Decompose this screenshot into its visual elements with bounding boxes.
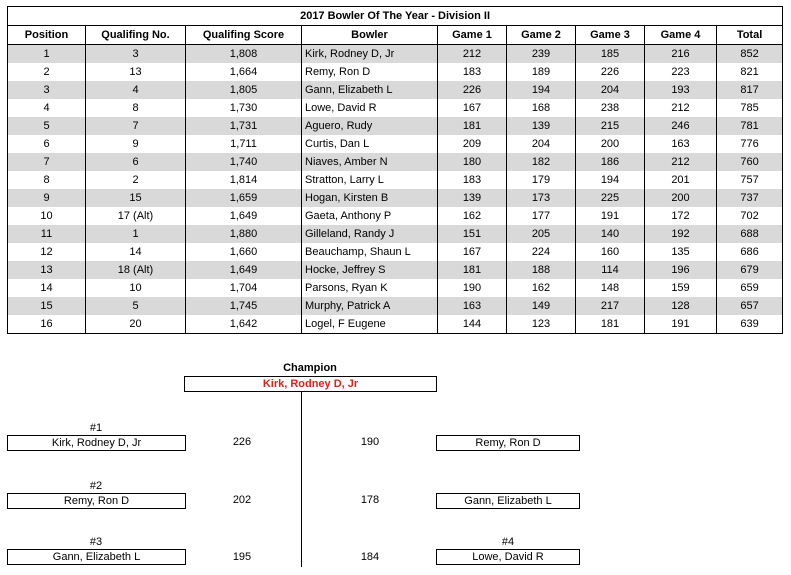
cell-position: 7 bbox=[8, 153, 86, 171]
cell-total: 688 bbox=[717, 225, 783, 243]
cell-bowler: Lowe, David R bbox=[302, 99, 438, 117]
cell-game-1: 139 bbox=[438, 189, 507, 207]
table-row bbox=[8, 297, 783, 315]
cell-game-2: 149 bbox=[507, 297, 576, 315]
cell-game-2: 162 bbox=[507, 279, 576, 297]
cell-qualifing-score: 1,659 bbox=[186, 189, 302, 207]
cell-game-4: 196 bbox=[645, 261, 717, 279]
cell-position: 10 bbox=[8, 207, 86, 225]
cell-game-3: 194 bbox=[576, 171, 645, 189]
cell-game-2: 177 bbox=[507, 207, 576, 225]
match1-right-name: Remy, Ron D bbox=[436, 435, 580, 451]
cell-qualifing-score: 1,808 bbox=[186, 45, 302, 64]
cell-game-4: 246 bbox=[645, 117, 717, 135]
match1-right-score: 190 bbox=[360, 436, 380, 448]
table-row bbox=[8, 99, 783, 117]
table-row bbox=[8, 207, 783, 225]
seed-3-label: #3 bbox=[89, 536, 103, 548]
cell-game-3: 185 bbox=[576, 45, 645, 64]
cell-position: 2 bbox=[8, 63, 86, 81]
match2-left-score: 202 bbox=[232, 494, 252, 506]
cell-game-4: 201 bbox=[645, 171, 717, 189]
cell-game-4: 135 bbox=[645, 243, 717, 261]
match2-left-name: Remy, Ron D bbox=[7, 493, 186, 509]
cell-game-4: 193 bbox=[645, 81, 717, 99]
cell-game-1: 167 bbox=[438, 99, 507, 117]
cell-game-4: 192 bbox=[645, 225, 717, 243]
cell-qualifing-score: 1,805 bbox=[186, 81, 302, 99]
table-row bbox=[8, 171, 783, 189]
cell-game-3: 191 bbox=[576, 207, 645, 225]
col-header-game-2: Game 2 bbox=[507, 26, 576, 45]
cell-game-1: 180 bbox=[438, 153, 507, 171]
cell-qualifing-no: 9 bbox=[86, 135, 186, 153]
cell-game-4: 128 bbox=[645, 297, 717, 315]
cell-game-3: 181 bbox=[576, 315, 645, 334]
cell-game-1: 226 bbox=[438, 81, 507, 99]
cell-game-1: 151 bbox=[438, 225, 507, 243]
cell-qualifing-no: 8 bbox=[86, 99, 186, 117]
cell-position: 5 bbox=[8, 117, 86, 135]
cell-qualifing-no: 4 bbox=[86, 81, 186, 99]
cell-qualifing-score: 1,649 bbox=[186, 207, 302, 225]
cell-bowler: Gilleland, Randy J bbox=[302, 225, 438, 243]
cell-position: 16 bbox=[8, 315, 86, 334]
cell-qualifing-score: 1,642 bbox=[186, 315, 302, 334]
cell-qualifing-no: 15 bbox=[86, 189, 186, 207]
cell-bowler: Gaeta, Anthony P bbox=[302, 207, 438, 225]
cell-game-3: 217 bbox=[576, 297, 645, 315]
cell-game-1: 183 bbox=[438, 63, 507, 81]
cell-qualifing-score: 1,664 bbox=[186, 63, 302, 81]
col-header-game-1: Game 1 bbox=[438, 26, 507, 45]
cell-game-3: 225 bbox=[576, 189, 645, 207]
cell-game-1: 162 bbox=[438, 207, 507, 225]
cell-total: 757 bbox=[717, 171, 783, 189]
cell-position: 3 bbox=[8, 81, 86, 99]
cell-game-2: 179 bbox=[507, 171, 576, 189]
cell-qualifing-score: 1,745 bbox=[186, 297, 302, 315]
cell-bowler: Murphy, Patrick A bbox=[302, 297, 438, 315]
cell-bowler: Aguero, Rudy bbox=[302, 117, 438, 135]
cell-game-1: 163 bbox=[438, 297, 507, 315]
seed-2-label: #2 bbox=[89, 480, 103, 492]
cell-bowler: Parsons, Ryan K bbox=[302, 279, 438, 297]
cell-game-4: 216 bbox=[645, 45, 717, 64]
cell-total: 679 bbox=[717, 261, 783, 279]
cell-qualifing-no: 20 bbox=[86, 315, 186, 334]
cell-position: 14 bbox=[8, 279, 86, 297]
table-row bbox=[8, 225, 783, 243]
table-row bbox=[8, 315, 783, 334]
cell-game-2: 188 bbox=[507, 261, 576, 279]
cell-game-3: 238 bbox=[576, 99, 645, 117]
col-header-total: Total bbox=[717, 26, 783, 45]
cell-game-2: 182 bbox=[507, 153, 576, 171]
match3-left-name: Gann, Elizabeth L bbox=[7, 549, 186, 565]
cell-qualifing-no: 10 bbox=[86, 279, 186, 297]
cell-qualifing-no: 14 bbox=[86, 243, 186, 261]
cell-position: 9 bbox=[8, 189, 86, 207]
cell-game-2: 239 bbox=[507, 45, 576, 64]
cell-qualifing-no: 1 bbox=[86, 225, 186, 243]
table-row bbox=[8, 63, 783, 81]
cell-position: 12 bbox=[8, 243, 86, 261]
cell-game-3: 114 bbox=[576, 261, 645, 279]
cell-game-3: 226 bbox=[576, 63, 645, 81]
cell-total: 657 bbox=[717, 297, 783, 315]
champion-name-box: Kirk, Rodney D, Jr bbox=[184, 376, 437, 392]
cell-position: 1 bbox=[8, 45, 86, 64]
cell-game-4: 212 bbox=[645, 99, 717, 117]
cell-game-4: 223 bbox=[645, 63, 717, 81]
cell-game-2: 139 bbox=[507, 117, 576, 135]
cell-total: 760 bbox=[717, 153, 783, 171]
cell-game-3: 200 bbox=[576, 135, 645, 153]
cell-total: 852 bbox=[717, 45, 783, 64]
cell-game-1: 181 bbox=[438, 261, 507, 279]
table-row bbox=[8, 45, 783, 64]
table-row bbox=[8, 261, 783, 279]
cell-game-1: 209 bbox=[438, 135, 507, 153]
match3-right-name: Lowe, David R bbox=[436, 549, 580, 565]
cell-bowler: Stratton, Larry L bbox=[302, 171, 438, 189]
cell-game-3: 215 bbox=[576, 117, 645, 135]
standings-table bbox=[7, 6, 783, 334]
cell-qualifing-no: 6 bbox=[86, 153, 186, 171]
cell-qualifing-score: 1,814 bbox=[186, 171, 302, 189]
cell-game-4: 163 bbox=[645, 135, 717, 153]
cell-position: 15 bbox=[8, 297, 86, 315]
cell-bowler: Gann, Elizabeth L bbox=[302, 81, 438, 99]
table-row bbox=[8, 117, 783, 135]
cell-bowler: Curtis, Dan L bbox=[302, 135, 438, 153]
cell-game-4: 212 bbox=[645, 153, 717, 171]
cell-game-1: 181 bbox=[438, 117, 507, 135]
cell-position: 11 bbox=[8, 225, 86, 243]
cell-qualifing-score: 1,649 bbox=[186, 261, 302, 279]
table-row bbox=[8, 189, 783, 207]
seed-1-label: #1 bbox=[89, 422, 103, 434]
cell-total: 686 bbox=[717, 243, 783, 261]
cell-qualifing-score: 1,660 bbox=[186, 243, 302, 261]
cell-game-4: 172 bbox=[645, 207, 717, 225]
table-row bbox=[8, 279, 783, 297]
cell-qualifing-no: 5 bbox=[86, 297, 186, 315]
cell-game-2: 204 bbox=[507, 135, 576, 153]
cell-qualifing-no: 7 bbox=[86, 117, 186, 135]
cell-game-4: 159 bbox=[645, 279, 717, 297]
table-row bbox=[8, 243, 783, 261]
cell-qualifing-no: 3 bbox=[86, 45, 186, 64]
cell-bowler: Remy, Ron D bbox=[302, 63, 438, 81]
table-title: 2017 Bowler Of The Year - Division II bbox=[8, 7, 783, 26]
seed-4-label: #4 bbox=[501, 536, 515, 548]
champion-label: Champion bbox=[283, 362, 337, 374]
cell-game-1: 190 bbox=[438, 279, 507, 297]
cell-position: 6 bbox=[8, 135, 86, 153]
cell-game-3: 160 bbox=[576, 243, 645, 261]
cell-game-2: 224 bbox=[507, 243, 576, 261]
match3-right-score: 184 bbox=[360, 551, 380, 563]
cell-game-4: 200 bbox=[645, 189, 717, 207]
cell-qualifing-no: 2 bbox=[86, 171, 186, 189]
header-row bbox=[8, 26, 783, 45]
cell-game-3: 140 bbox=[576, 225, 645, 243]
cell-total: 737 bbox=[717, 189, 783, 207]
cell-qualifing-no: 13 bbox=[86, 63, 186, 81]
cell-game-2: 173 bbox=[507, 189, 576, 207]
cell-total: 639 bbox=[717, 315, 783, 334]
cell-qualifing-score: 1,880 bbox=[186, 225, 302, 243]
bracket-center-line bbox=[301, 391, 302, 567]
cell-qualifing-score: 1,740 bbox=[186, 153, 302, 171]
cell-qualifing-score: 1,730 bbox=[186, 99, 302, 117]
match3-left-score: 195 bbox=[232, 551, 252, 563]
cell-total: 817 bbox=[717, 81, 783, 99]
cell-position: 13 bbox=[8, 261, 86, 279]
col-header-bowler: Bowler bbox=[302, 26, 438, 45]
cell-qualifing-score: 1,704 bbox=[186, 279, 302, 297]
cell-bowler: Niaves, Amber N bbox=[302, 153, 438, 171]
table-row bbox=[8, 81, 783, 99]
cell-total: 821 bbox=[717, 63, 783, 81]
cell-total: 702 bbox=[717, 207, 783, 225]
match2-right-score: 178 bbox=[360, 494, 380, 506]
col-header-game-3: Game 3 bbox=[576, 26, 645, 45]
cell-game-3: 186 bbox=[576, 153, 645, 171]
cell-game-4: 191 bbox=[645, 315, 717, 334]
cell-qualifing-score: 1,711 bbox=[186, 135, 302, 153]
cell-game-2: 205 bbox=[507, 225, 576, 243]
cell-bowler: Hocke, Jeffrey S bbox=[302, 261, 438, 279]
cell-qualifing-no: 18 (Alt) bbox=[86, 261, 186, 279]
cell-total: 785 bbox=[717, 99, 783, 117]
col-header-qualifing-score: Qualifing Score bbox=[186, 26, 302, 45]
cell-position: 8 bbox=[8, 171, 86, 189]
cell-bowler: Kirk, Rodney D, Jr bbox=[302, 45, 438, 64]
match1-left-score: 226 bbox=[232, 436, 252, 448]
cell-game-2: 189 bbox=[507, 63, 576, 81]
match2-right-name: Gann, Elizabeth L bbox=[436, 493, 580, 509]
col-header-qualifing-no: Qualifing No. bbox=[86, 26, 186, 45]
match1-left-name: Kirk, Rodney D, Jr bbox=[7, 435, 186, 451]
table-row bbox=[8, 135, 783, 153]
cell-game-1: 144 bbox=[438, 315, 507, 334]
cell-qualifing-no: 17 (Alt) bbox=[86, 207, 186, 225]
cell-total: 776 bbox=[717, 135, 783, 153]
cell-total: 781 bbox=[717, 117, 783, 135]
cell-position: 4 bbox=[8, 99, 86, 117]
cell-bowler: Hogan, Kirsten B bbox=[302, 189, 438, 207]
cell-game-2: 123 bbox=[507, 315, 576, 334]
cell-total: 659 bbox=[717, 279, 783, 297]
col-header-game-4: Game 4 bbox=[645, 26, 717, 45]
cell-game-3: 204 bbox=[576, 81, 645, 99]
table-row bbox=[8, 153, 783, 171]
cell-qualifing-score: 1,731 bbox=[186, 117, 302, 135]
cell-game-3: 148 bbox=[576, 279, 645, 297]
cell-game-1: 183 bbox=[438, 171, 507, 189]
col-header-position: Position bbox=[8, 26, 86, 45]
cell-game-1: 167 bbox=[438, 243, 507, 261]
cell-bowler: Beauchamp, Shaun L bbox=[302, 243, 438, 261]
cell-game-1: 212 bbox=[438, 45, 507, 64]
cell-bowler: Logel, F Eugene bbox=[302, 315, 438, 334]
cell-game-2: 168 bbox=[507, 99, 576, 117]
cell-game-2: 194 bbox=[507, 81, 576, 99]
